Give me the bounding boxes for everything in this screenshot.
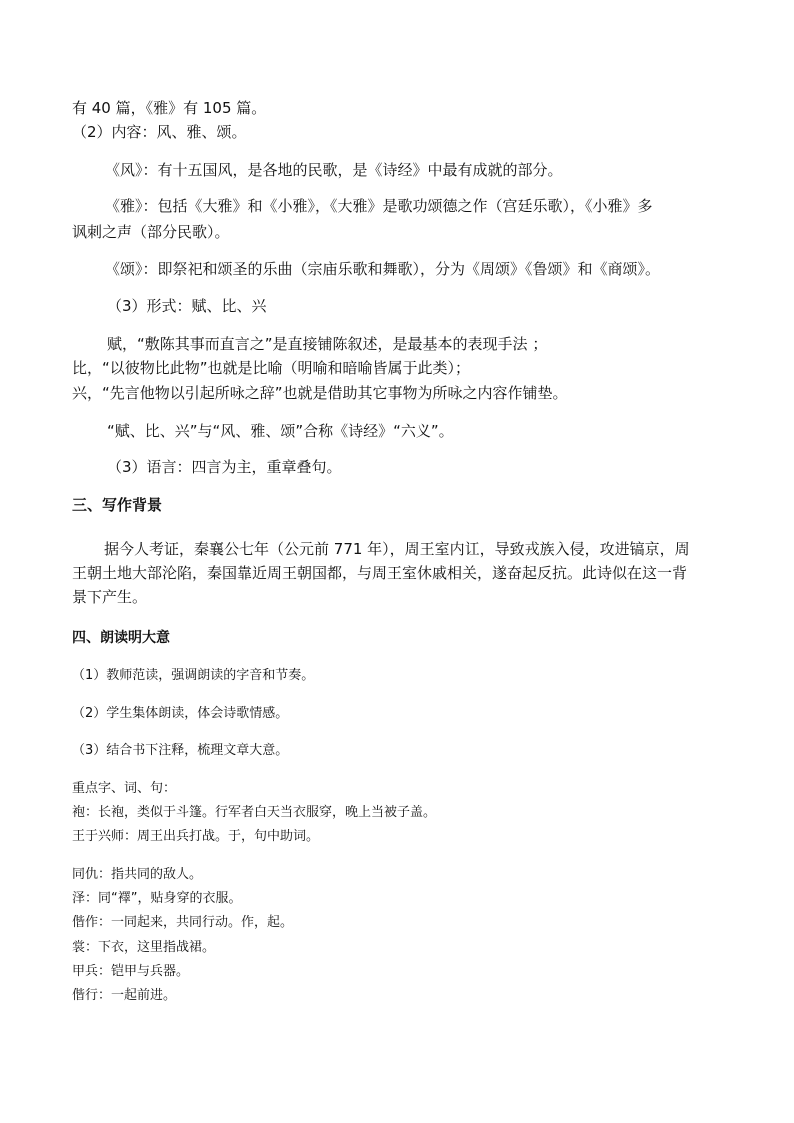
- reading-heading: 四、朗读明大意: [72, 630, 170, 646]
- song-paragraph: 《颂》：即祭祀和颂圣的乐曲（宗庙乐歌和舞歌），分为《周颂》《鲁颂》和《商颂》。: [105, 260, 661, 278]
- ya-paragraph-line1: 《雅》：包括《大雅》和《小雅》，《大雅》是歌功颂德之作（宫廷乐歌），《小雅》多: [105, 197, 653, 215]
- background-heading: 三、写作背景: [72, 496, 163, 514]
- background-line1: 据今人考证，秦襄公七年（公元前 771 年），周王室内讧，导致戎族入侵，攻进镐京，周: [104, 540, 690, 558]
- background-line2: 王朝土地大部沦陷，秦国靠近周王朝国都，与周王室休戚相关，遂奋起反抗。此诗似在这一背: [72, 564, 688, 582]
- intro-content-line: （2）内容：风、雅、颂。: [72, 123, 247, 141]
- reading-step2: （2）学生集体朗读，体会诗歌情感。: [72, 706, 289, 721]
- form-xing-line: 兴，“先言他物以引起所咏之辞”也就是借助其它事物为所咏之内容作铺垫。: [72, 384, 568, 402]
- glossary-item: 同仇：指共同的敌人。: [72, 867, 203, 882]
- reading-step3: （3）结合书下注释，梳理文章大意。: [72, 743, 289, 758]
- reading-step1: （1）教师范读，强调朗读的字音和节奏。: [72, 668, 315, 683]
- glossary-item: 甲兵：铠甲与兵器。: [72, 964, 190, 979]
- glossary-item: 王于兴师：周王出兵打战。于，句中助词。: [72, 829, 320, 844]
- glossary-item: 偕行：一起前进。: [72, 988, 177, 1003]
- glossary-item: 偕作：一同起来，共同行动。作，起。: [72, 915, 294, 930]
- glossary-item: 泽：同“襗”，贴身穿的衣服。: [72, 891, 242, 906]
- background-line3: 景下产生。: [72, 588, 148, 606]
- form-bi-line: 比，“以彼物比此物”也就是比喻（明喻和暗喻皆属于此类）；: [72, 359, 471, 377]
- form-heading: （3）形式：赋、比、兴: [107, 297, 267, 315]
- glossary-item: 裳：下衣，这里指战裙。: [72, 940, 216, 955]
- feng-paragraph: 《风》：有十五国风，是各地的民歌，是《诗经》中最有成就的部分。: [105, 161, 563, 179]
- glossary-item: 袍：长袍，类似于斗篷。行军者白天当衣服穿，晚上当被子盖。: [72, 805, 437, 820]
- ya-paragraph-line2: 讽刺之声（部分民歌）。: [72, 223, 230, 241]
- liuyi-line: “赋、比、兴”与“风、雅、颂”合称《诗经》“六义”。: [107, 422, 454, 440]
- form-fu-line: 赋，“敷陈其事而直言之”是直接铺陈叙述，是最基本的表现手法 ；: [107, 335, 548, 353]
- glossary-heading: 重点字、词、句：: [72, 781, 177, 796]
- intro-count-line: 有 40 篇，《雅》有 105 篇。: [72, 99, 267, 117]
- language-line: （3）语言：四言为主，重章叠句。: [107, 458, 342, 476]
